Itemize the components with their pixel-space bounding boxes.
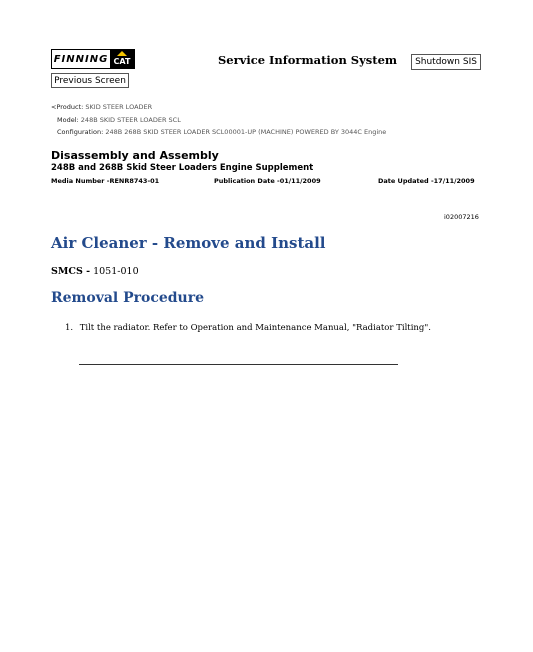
previous-screen-button[interactable]: Previous Screen	[51, 73, 129, 88]
divider	[79, 364, 398, 365]
document-subtitle: 248B and 268B Skid Steer Loaders Engine Supplement	[51, 163, 314, 173]
shutdown-sis-button[interactable]: Shutdown SIS	[411, 54, 481, 70]
step-number: 1.	[65, 323, 74, 333]
sis-title: Service Information System	[218, 53, 398, 67]
smcs-label: SMCS -	[51, 266, 91, 277]
config-label: Configuration:	[57, 128, 104, 136]
date-updated: Date Updated -17/11/2009	[378, 177, 475, 185]
model-value: 248B SKID STEER LOADER SCL	[80, 116, 181, 124]
document-title: Disassembly and Assembly	[51, 149, 219, 162]
smcs-line	[51, 266, 139, 277]
cat-logo	[110, 50, 134, 68]
cat-logo-text: CAT	[113, 56, 131, 66]
product-value: SKID STEER LOADER	[85, 103, 153, 111]
product-line	[51, 103, 152, 111]
step-text: Tilt the radiator. Refer to Operation and Maintenance Manual, "Radiator Tilting".	[79, 323, 431, 333]
product-label[interactable]: <Product:	[51, 103, 84, 111]
model-line	[57, 116, 181, 124]
section-heading: Removal Procedure	[51, 290, 205, 306]
configuration-line	[57, 128, 386, 136]
page-title: Air Cleaner - Remove and Install	[51, 234, 326, 252]
procedure-step	[65, 323, 431, 333]
config-value: 248B 268B SKID STEER LOADER SCL00001-UP (MACHINE) POWERED BY 3044C Engine	[105, 128, 387, 136]
finning-cat-logo	[51, 49, 135, 69]
publication-date: Publication Date -01/11/2009	[214, 177, 321, 185]
cat-triangle-icon	[117, 51, 127, 56]
smcs-value: 1051-010	[93, 266, 139, 277]
document-id: i02007216	[444, 213, 479, 221]
finning-logo-text: FINNING	[53, 53, 109, 65]
model-label: Model:	[57, 116, 79, 124]
media-number: Media Number -RENR8743-01	[51, 177, 160, 185]
